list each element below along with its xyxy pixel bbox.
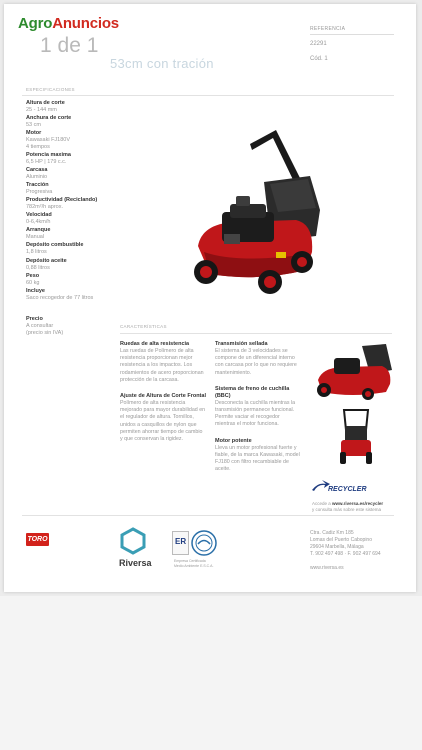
lawnmower-side-image: [312, 340, 396, 400]
features-column-2: [215, 341, 301, 482]
recycler-link[interactable]: www.riversa.es/recycler: [332, 501, 384, 506]
reference-label: REFERENCIA: [310, 26, 346, 32]
spec-item: Tracción Progresiva: [26, 182, 53, 196]
riversa-hexagon-icon: [120, 527, 146, 555]
certification-note: Empresa Certificada Medio Ambiente E.S.C.A.: [174, 559, 214, 568]
feature-body: Las ruedas de Polímero de alta resistencia proporcionan mejor resistencia a los impactos. Los rodamientos de acero proporcionan protección de la carcasa.: [120, 348, 204, 383]
spec-list: [26, 100, 112, 303]
spec-item: Depósito combustible 1,8 litros: [26, 242, 84, 256]
spec-item: Incluye Saco recogedor de 77 litros: [26, 287, 94, 301]
spec-item: Anchura de corte 53 cm: [26, 115, 72, 129]
spec-item: Carcasa Aluminio: [26, 166, 48, 180]
spec-item: Arranque Manual: [26, 227, 51, 241]
feature-body: Polímero de alta resistencia mejorado para mayor durabilidad en el regulador de altura. Tornillos, unidos a casquillos de nylon que permiten ahorrar tiempo de cambio y que conservan la rigidez.: [120, 400, 206, 443]
feature-title: Transmisión sellada: [215, 341, 268, 347]
spec-item: Altura de corte 25 - 144 mm: [26, 100, 65, 113]
feature-title: Ajuste de Altura de Corte Frontal: [120, 393, 206, 400]
website-link[interactable]: www.riversa.es: [310, 565, 344, 571]
lawnmower-main-image: [178, 124, 328, 304]
reference-category: Cód. 1: [310, 56, 328, 62]
page-counter: 1 de 1: [40, 34, 99, 57]
feature-body: Lleva un motor profesional fuerte y fiable, de la marca Kawasaki, model FJ180 con filtro recambiable de aceite.: [215, 444, 300, 473]
features-divider: [120, 333, 392, 334]
features-section-title: CARACTERÍSTICAS: [120, 324, 167, 329]
price-value: A consultar: [26, 323, 54, 329]
environment-seal-icon: [191, 530, 217, 556]
specs-section-title: ESPECIFICACIONES: [26, 87, 75, 92]
feature-title: Ruedas de alta resistencia: [120, 341, 190, 347]
riversa-logo: Riversa: [119, 558, 152, 568]
spec-item: Motor Kawasaki FJ180V 4 tiempos: [26, 130, 71, 150]
agroanuncios-logo[interactable]: AgroAnuncios: [18, 15, 119, 32]
recycler-logo: [310, 480, 367, 494]
price-note: (precio sin IVA): [26, 329, 64, 336]
feature-body: El sistema de 3 velocidades se compone de un diferencial interno con carcasa por lo que no requiere mantenimiento.: [215, 348, 297, 376]
spec-item: Depósito aceite 0,88 litros: [26, 257, 67, 271]
recycler-info: Accede a www.riversa.es/recycler y consulta más sobre este sistema: [312, 501, 384, 512]
reference-code: 22291: [310, 41, 327, 47]
spec-item: Potencia maxima 6,5 HP | 179 c.c.: [26, 151, 71, 165]
contact-phone: T. 902 497 498 · F. 902 497 694: [310, 551, 381, 557]
recycler-wordmark: RECYCLER: [328, 486, 367, 493]
price-label: Precio: [26, 316, 43, 322]
feature-title: Motor potente: [215, 437, 252, 444]
header-divider: [22, 95, 394, 96]
price-block: [26, 316, 116, 336]
er-mark: ER: [175, 537, 187, 546]
feature-title: Sistema de freno de cuchilla (BBC): [215, 385, 290, 399]
reference-divider: [310, 34, 394, 35]
features-column-1: [120, 341, 206, 452]
spec-item: Productividad (Reciclando) 782m²/h aprox.: [26, 197, 98, 211]
feature-body: Desconecta la cuchilla mientras la transmisión permanece funcional. Permite vaciar el recogedor mientras el motor funciona.: [215, 399, 296, 428]
product-subtitle: 53cm con tración: [110, 56, 214, 71]
toro-logo: TORO: [26, 533, 49, 546]
contact-address: Ctra. Cadiz Km 185 Lomas del Puerto Cabopino 29604 Marbella, Málaga T. 902 497 498 · F. 902 497 694: [310, 530, 410, 558]
spec-item: Peso 60 kg: [26, 272, 40, 286]
spec-item: Velocidad 0-6,4km/h: [26, 212, 52, 226]
lawnmower-rear-image: [336, 408, 376, 466]
footer-divider: [22, 515, 394, 516]
viewer-background: [0, 596, 422, 750]
